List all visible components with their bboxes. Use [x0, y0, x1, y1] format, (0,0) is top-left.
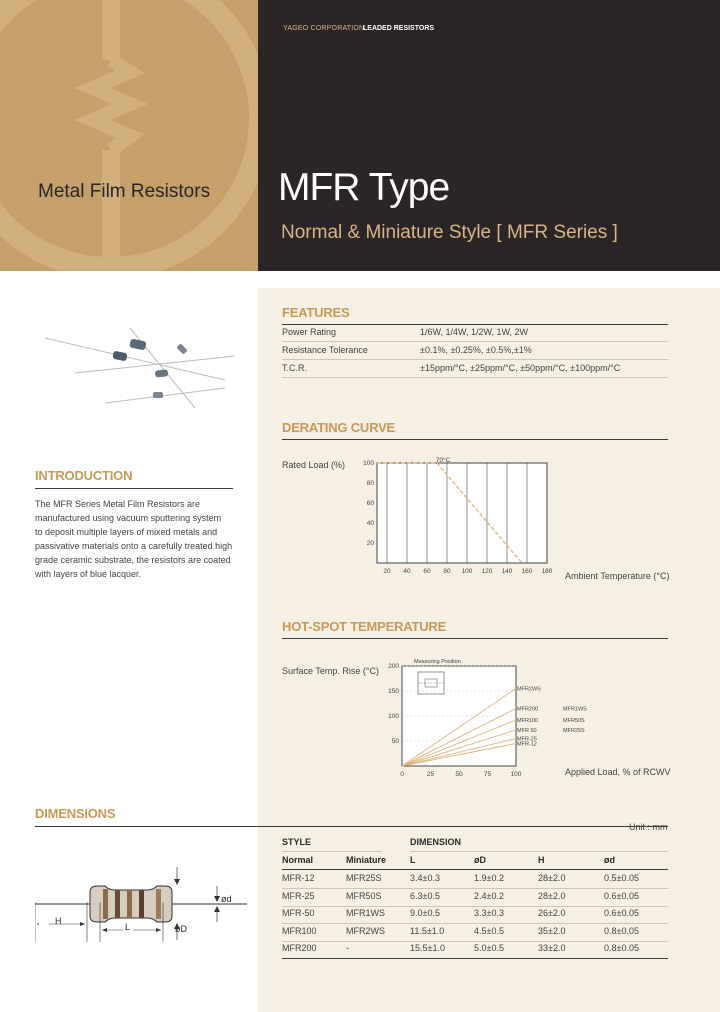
- intro-line: manufactured using vacuum sputtering system: [35, 513, 222, 523]
- derating-x-tick: 160: [521, 568, 533, 575]
- table-cell: 0.5±0.05: [604, 873, 639, 883]
- hotspot-curve-label: MFR2WS: [517, 686, 541, 693]
- features-heading: FEATURES: [282, 305, 350, 320]
- table-cell: -: [346, 943, 349, 953]
- derating-y-tick: 80: [366, 480, 374, 487]
- hotspot-curve-label: MFR50S: [563, 718, 585, 724]
- hotspot-x-tick: 100: [510, 771, 522, 777]
- table-header-cell: L: [410, 855, 416, 865]
- table-cell: 4.5±0.5: [474, 925, 504, 936]
- features-divider: [282, 377, 668, 378]
- hotspot-y-label: Surface Temp. Rise (°C): [282, 666, 379, 676]
- table-divider: [282, 851, 382, 852]
- table-row-divider: [282, 906, 668, 907]
- feature-value-tolerance: ±0.1%, ±0.25%, ±0.5%,±1%: [420, 345, 532, 355]
- drawing-label-h: H: [55, 916, 62, 926]
- derating-x-tick: 120: [481, 568, 493, 575]
- derating-rule: [282, 439, 668, 440]
- table-cell: MFR100: [282, 925, 317, 936]
- table-header-rule: [282, 869, 668, 870]
- hotspot-y-tick: 150: [388, 688, 399, 695]
- table-cell: 3.4±0.3: [410, 873, 440, 883]
- measuring-position-label: Measuring Position: [414, 659, 461, 665]
- intro-line: with layers of blue lacquer.: [35, 569, 142, 579]
- table-cell: 28±2.0: [538, 873, 566, 883]
- intro-line: grade ceramic substrate, the resistors are coated: [35, 555, 231, 565]
- table-cell: MFR-12: [282, 873, 315, 883]
- hotspot-chart: [380, 652, 590, 777]
- drawing-label-lead-diameter: ød: [221, 894, 232, 904]
- derating-y-tick: 60: [366, 500, 374, 507]
- feature-label-power: Power Rating: [282, 327, 337, 337]
- table-divider: [410, 851, 668, 852]
- table-cell: MFR-25: [282, 890, 315, 901]
- hotspot-curve-label: MFR25S: [563, 728, 585, 734]
- drawing-label-l: L: [125, 922, 131, 932]
- features-divider: [282, 341, 668, 342]
- hotspot-curve-label: MFR 50: [517, 728, 537, 734]
- table-row-divider: [282, 941, 668, 942]
- feature-label-tolerance: Resistance Tolerance: [282, 345, 368, 355]
- derating-x-label: Ambient Temperature (°C): [565, 571, 670, 581]
- resistor-logo-watermark: [0, 0, 258, 271]
- hotspot-curve-label: MFR200: [517, 706, 539, 713]
- introduction-heading: INTRODUCTION: [35, 468, 133, 483]
- hotspot-x-tick: 25: [426, 771, 435, 777]
- features-divider: [282, 359, 668, 360]
- hotspot-y-tick: 200: [388, 663, 399, 670]
- table-cell: MFR-50: [282, 908, 315, 918]
- table-group-dimension: DIMENSION: [410, 837, 462, 847]
- table-cell: 0.8±0.05: [604, 943, 639, 953]
- intro-line: The MFR Series Metal Film Resistors are: [35, 499, 201, 509]
- table-header-cell: øD: [474, 855, 486, 865]
- table-header-cell: Miniature: [346, 855, 387, 865]
- table-group-style: STYLE: [282, 837, 312, 847]
- table-row-divider: [282, 958, 668, 959]
- hotspot-heading: HOT-SPOT TEMPERATURE: [282, 619, 447, 634]
- table-cell: 3.3±0.3: [474, 908, 504, 918]
- feature-value-power: 1/6W, 1/4W, 1/2W, 1W, 2W: [420, 327, 529, 337]
- derating-x-tick: 140: [501, 568, 513, 575]
- feature-value-tcr: ±15ppm/°C, ±25ppm/°C, ±50ppm/°C, ±100ppm/°C: [420, 363, 621, 373]
- resistor-dimension-drawing: [35, 862, 247, 942]
- table-header-cell: Normal: [282, 855, 314, 865]
- table-cell: 11.5±1.0: [410, 925, 445, 936]
- hotspot-y-tick: 50: [391, 738, 399, 745]
- unit-label: Unit : mm: [629, 822, 668, 832]
- hotspot-x-tick: 50: [455, 771, 463, 777]
- table-cell: 9.0±0.5: [410, 908, 440, 918]
- dimensions-heading: DIMENSIONS: [35, 806, 116, 821]
- derating-y-tick: 100: [363, 460, 374, 467]
- table-cell: 6.3±0.5: [410, 890, 440, 901]
- table-cell: 28±2.0: [538, 890, 566, 901]
- page-title: MFR Type: [278, 166, 450, 209]
- table-cell: 5.0±0.5: [474, 943, 504, 953]
- table-header-cell: H: [538, 855, 545, 865]
- derating-y-label: Rated Load (%): [282, 460, 346, 470]
- derating-point-label: 70°C: [435, 457, 451, 464]
- resistor-product-photo: [35, 318, 245, 418]
- feature-label-tcr: T.C.R.: [282, 363, 308, 373]
- features-rule: [282, 324, 668, 325]
- header-right-banner: [258, 0, 720, 271]
- table-cell: 1.9±0.2: [474, 873, 504, 883]
- table-cell: 33±2.0: [538, 943, 566, 953]
- table-cell: MFR200: [282, 943, 317, 953]
- hotspot-rule: [282, 638, 668, 639]
- derating-x-tick: 60: [423, 568, 431, 575]
- derating-x-tick: 80: [443, 568, 451, 575]
- derating-y-tick: 20: [366, 540, 374, 547]
- table-cell: MFR50S: [346, 890, 382, 901]
- hotspot-y-tick: 100: [388, 713, 399, 720]
- derating-x-tick: 20: [383, 568, 391, 575]
- table-cell: 2.4±0.2: [474, 890, 504, 901]
- drawing-label-body-diameter: øD: [175, 924, 187, 934]
- hotspot-curve-label: MFR-12: [517, 741, 537, 748]
- intro-line: to deposit multiple layers of mixed metals and: [35, 527, 218, 537]
- category-label: LEADED RESISTORS: [363, 25, 435, 32]
- derating-x-tick: 180: [541, 568, 553, 575]
- table-cell: MFR2WS: [346, 925, 385, 936]
- table-header-cell: ød: [604, 855, 615, 865]
- hotspot-x-tick: 0: [400, 771, 404, 777]
- table-cell: MFR25S: [346, 873, 382, 883]
- corp-name: YAGEO CORPORATION: [283, 25, 365, 32]
- derating-x-tick: 40: [403, 568, 411, 575]
- hotspot-x-tick: 75: [483, 771, 492, 777]
- table-cell: 0.6±0.05: [604, 908, 639, 918]
- introduction-rule: [35, 488, 233, 489]
- table-row-divider: [282, 923, 668, 924]
- derating-y-tick: 40: [366, 520, 374, 527]
- derating-heading: DERATING CURVE: [282, 420, 396, 435]
- hotspot-curve-label: MFR100: [517, 718, 539, 724]
- hotspot-curve-label: MFR-25: [517, 736, 537, 743]
- table-cell: 0.8±0.05: [604, 925, 639, 936]
- intro-line: passivative materials onto a carefully treated high: [35, 541, 233, 551]
- left-banner-title: Metal Film Resistors: [38, 181, 211, 202]
- header-left-banner: [0, 0, 258, 271]
- table-cell: 35±2.0: [538, 925, 566, 936]
- table-cell: 0.6±0.05: [604, 890, 639, 901]
- dimensions-rule: [35, 826, 668, 827]
- derating-chart: [355, 455, 560, 580]
- derating-x-tick: 100: [461, 568, 473, 575]
- table-cell: MFR1WS: [346, 908, 385, 918]
- right-content-panel: [258, 288, 720, 1012]
- table-row-divider: [282, 888, 668, 889]
- page-subtitle: Normal & Miniature Style [ MFR Series ]: [281, 222, 618, 243]
- hotspot-x-label: Applied Load, % of RCWV: [565, 767, 671, 777]
- table-cell: 15.5±1.0: [410, 943, 445, 953]
- hotspot-curve-label: MFR1WS: [563, 706, 587, 713]
- table-cell: 26±2.0: [538, 908, 566, 918]
